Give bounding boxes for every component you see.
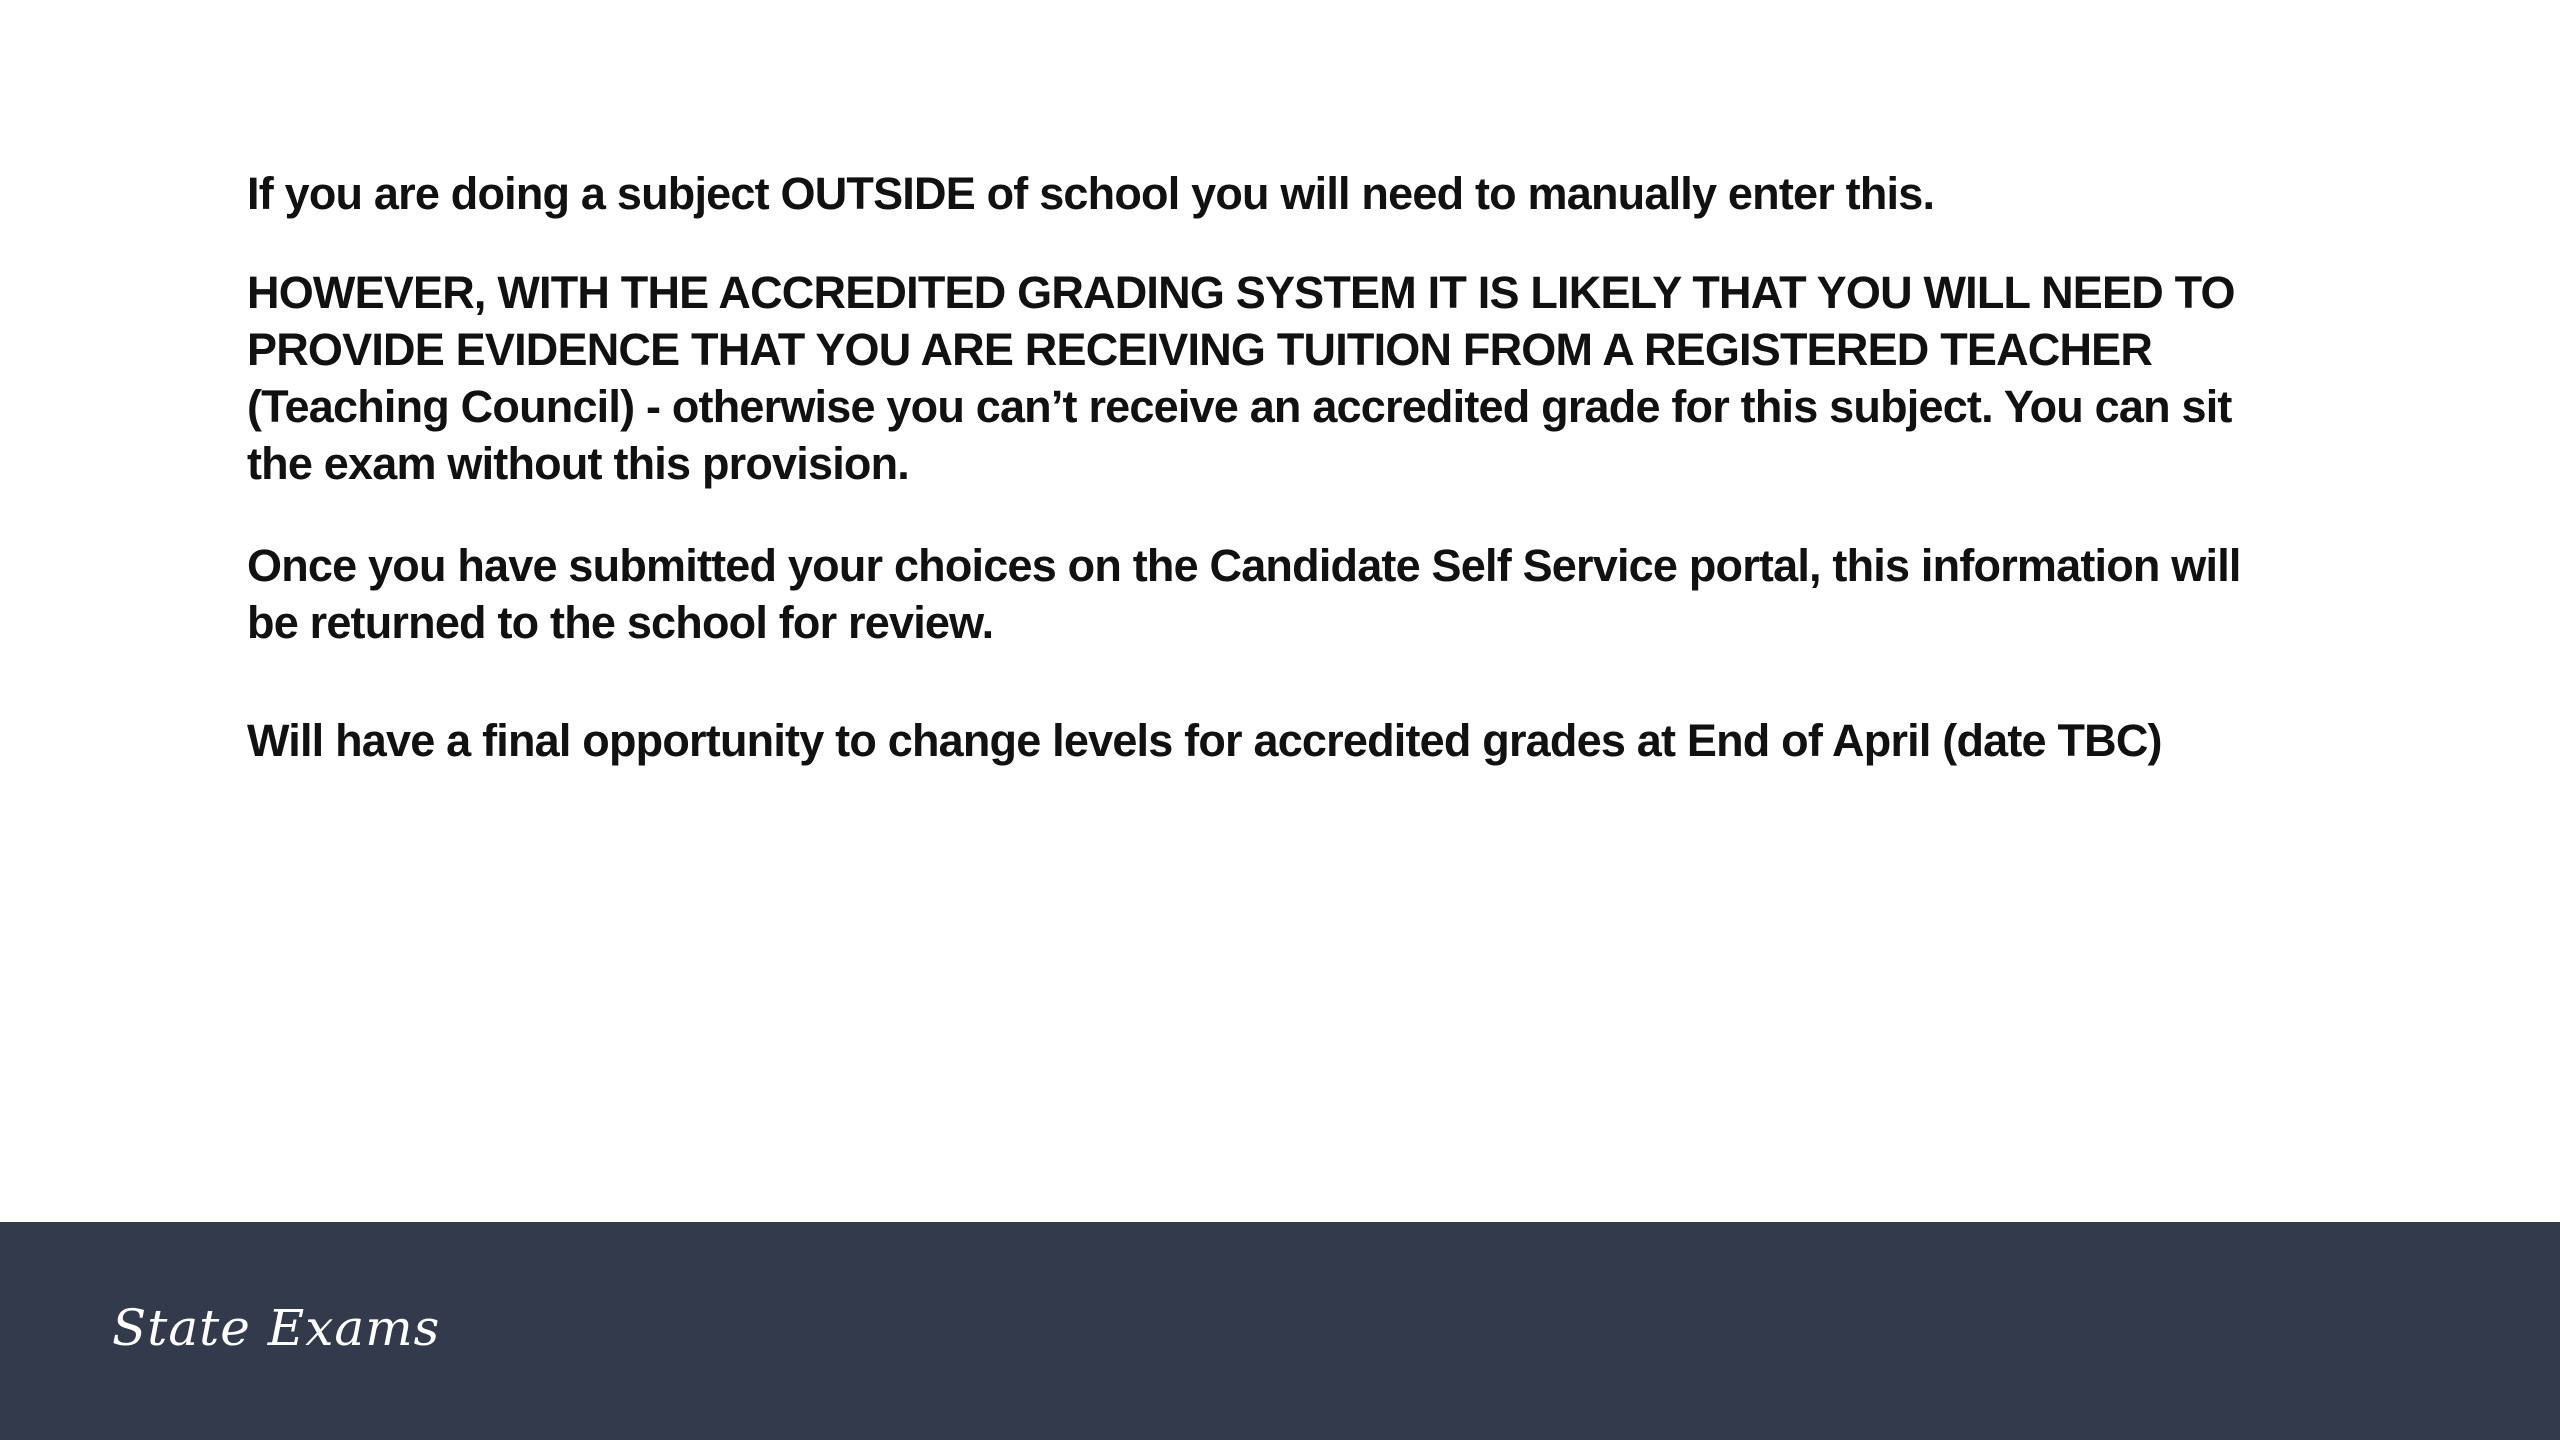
- paragraph-accredited-grading: HOWEVER, WITH THE ACCREDITED GRADING SYSTEM IT IS LIKELY THAT YOU WILL NEED TO PROVIDE EVIDENCE THAT YOU ARE RECEIVING TUITION FROM A REGISTERED TEACHER (Teaching Council) - otherwise you can’t receive an accredited grade for this subject. You can sit the exam without this provision.: [247, 267, 2235, 489]
- paragraph-outside-school: If you are doing a subject OUTSIDE of school you will need to manually enter this.: [247, 168, 1935, 219]
- footer-title: State Exams: [112, 1299, 441, 1357]
- footer-bar: [0, 1222, 2560, 1440]
- paragraph-candidate-portal: Once you have submitted your choices on the Candidate Self Service portal, this information will be returned to the school for review.: [247, 540, 2241, 648]
- slide-body: [247, 165, 2267, 769]
- paragraph-final-opportunity: Will have a final opportunity to change levels for accredited grades at End of April (date TBC): [247, 715, 2162, 766]
